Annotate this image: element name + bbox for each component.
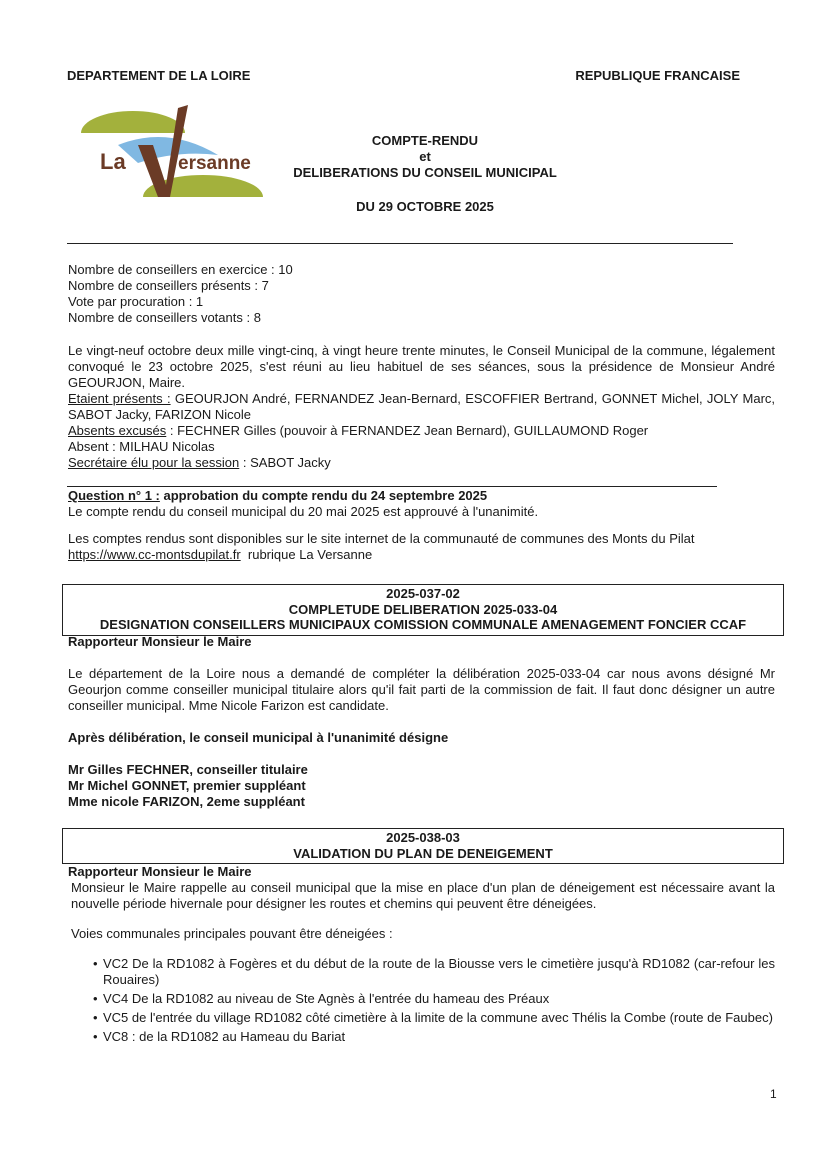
deliberation-number: 2025-037-02 <box>386 586 460 601</box>
roads-intro: Voies communales principales pouvant être déneigées : <box>71 926 393 941</box>
secretary-name: : SABOT Jacky <box>239 455 331 470</box>
road-item: • VC5 de l'entrée du village RD1082 côté cimetière à la limite de la commune avec Thélis la Combe (route de Faubec) <box>68 1010 775 1026</box>
absent-line: Absent : MILHAU Nicolas <box>68 439 215 454</box>
deliberation-text: Le département de la Loire nous a demandé de compléter la délibération 2025-033-04 car nous avons désigné Mr Geourjon comme conseiller municipal titulaire alors qu'il fait parti de la commission de fait. Il faut donc désigner un autre conseiller municipal. Mme Nicole Farizon est candidate. <box>68 666 775 713</box>
link-suffix: rubrique La Versanne <box>240 547 373 562</box>
present-label: Etaient présents : <box>68 391 171 406</box>
page-number: 1 <box>770 1087 777 1101</box>
deliberation-text: Monsieur le Maire rappelle au conseil municipal que la mise en place d'un plan de déneigement est nécessaire avant la nouvelle période hivernale pour désigner les routes et chemins qui peuvent être déneigées. <box>71 880 775 911</box>
deliberation-2-body <box>68 864 775 1048</box>
deliberation-header <box>62 584 784 636</box>
deliberation-title: COMPLETUDE DELIBERATION 2025-033-04 <box>288 601 558 617</box>
title-date: DU 29 OCTOBRE 2025 <box>356 199 494 214</box>
title-line: et <box>419 149 431 164</box>
question-title: approbation du compte rendu du 24 septembre 2025 <box>159 488 488 503</box>
title-line: DELIBERATIONS DU CONSEIL MUNICIPAL <box>293 165 557 180</box>
logo <box>78 105 264 197</box>
question-info: Les comptes rendus sont disponibles sur le site internet de la communauté de communes des Monts du Pilat <box>68 531 695 546</box>
rapporteur: Rapporteur Monsieur le Maire <box>68 634 252 649</box>
excused-list: : FECHNER Gilles (pouvoir à FERNANDEZ Jean Bernard), GUILLAUMOND Roger <box>166 423 649 438</box>
header-department: DEPARTEMENT DE LA LOIRE <box>67 68 251 83</box>
deliberation-number: 2025-038-03 <box>386 830 460 845</box>
document-title <box>260 133 590 215</box>
roads-list <box>68 956 775 1045</box>
attendance-section <box>68 343 775 471</box>
count-line: Nombre de conseillers votants : 8 <box>68 310 261 325</box>
svg-text:La: La <box>100 149 126 174</box>
deliberation-title: VALIDATION DU PLAN DE DENEIGEMENT <box>293 845 553 861</box>
svg-text:ersanne: ersanne <box>178 153 251 174</box>
intro-paragraph: Le vingt-neuf octobre deux mille vingt-cinq, à vingt heure trente minutes, le Conseil Municipal de la commune, légalement convoqué le 23 octobre 2025, s'est réuni au lieu habituel de ses séances, sous la présidence de Monsieur André GEOURJON, Maire. <box>68 343 775 390</box>
member: Mme nicole FARIZON, 2eme suppléant <box>68 794 305 809</box>
member: Mr Michel GONNET, premier suppléant <box>68 778 306 793</box>
website-link[interactable]: https://www.cc-montsdupilat.fr <box>68 547 241 562</box>
counts <box>68 262 293 326</box>
decision: Après délibération, le conseil municipal à l'unanimité désigne <box>68 730 449 745</box>
excused-label: Absents excusés <box>68 423 167 438</box>
question-text: Le compte rendu du conseil municipal du 20 mai 2025 est approuvé à l'unanimité. <box>68 504 539 519</box>
header-republic: REPUBLIQUE FRANCAISE <box>575 68 740 83</box>
count-line: Vote par procuration : 1 <box>68 294 204 309</box>
secretary-label: Secrétaire élu pour la session <box>68 455 240 470</box>
deliberation-title: DESIGNATION CONSEILLERS MUNICIPAUX COMISSION COMMUNALE AMENAGEMENT FONCIER CCAF <box>99 617 747 632</box>
road-item: • VC8 : de la RD1082 au Hameau du Bariat <box>68 1029 775 1045</box>
question-1 <box>68 488 775 563</box>
divider <box>67 243 733 244</box>
road-item: • VC4 De la RD1082 au niveau de Ste Agnès à l'entrée du hameau des Préaux <box>68 991 775 1007</box>
question-label: Question n° 1 : <box>68 488 160 503</box>
road-item: • VC2 De la RD1082 à Fogères et du début de la route de la Biousse vers le cimetière jusqu'à RD1082 (car-refour les Rouaires) <box>68 956 775 988</box>
member: Mr Gilles FECHNER, conseiller titulaire <box>68 762 308 777</box>
present-list: GEOURJON André, FERNANDEZ Jean-Bernard, ESCOFFIER Bertrand, GONNET Michel, JOLY Marc, SABOT Jacky, FARIZON Nicole <box>68 391 776 422</box>
count-line: Nombre de conseillers présents : 7 <box>68 278 269 293</box>
divider <box>67 486 717 487</box>
rapporteur: Rapporteur Monsieur le Maire <box>68 864 252 879</box>
deliberation-header <box>62 828 784 864</box>
logo-image <box>78 105 264 197</box>
title-line: COMPTE-RENDU <box>371 133 479 148</box>
count-line: Nombre de conseillers en exercice : 10 <box>68 262 293 277</box>
deliberation-1-body <box>68 634 775 810</box>
